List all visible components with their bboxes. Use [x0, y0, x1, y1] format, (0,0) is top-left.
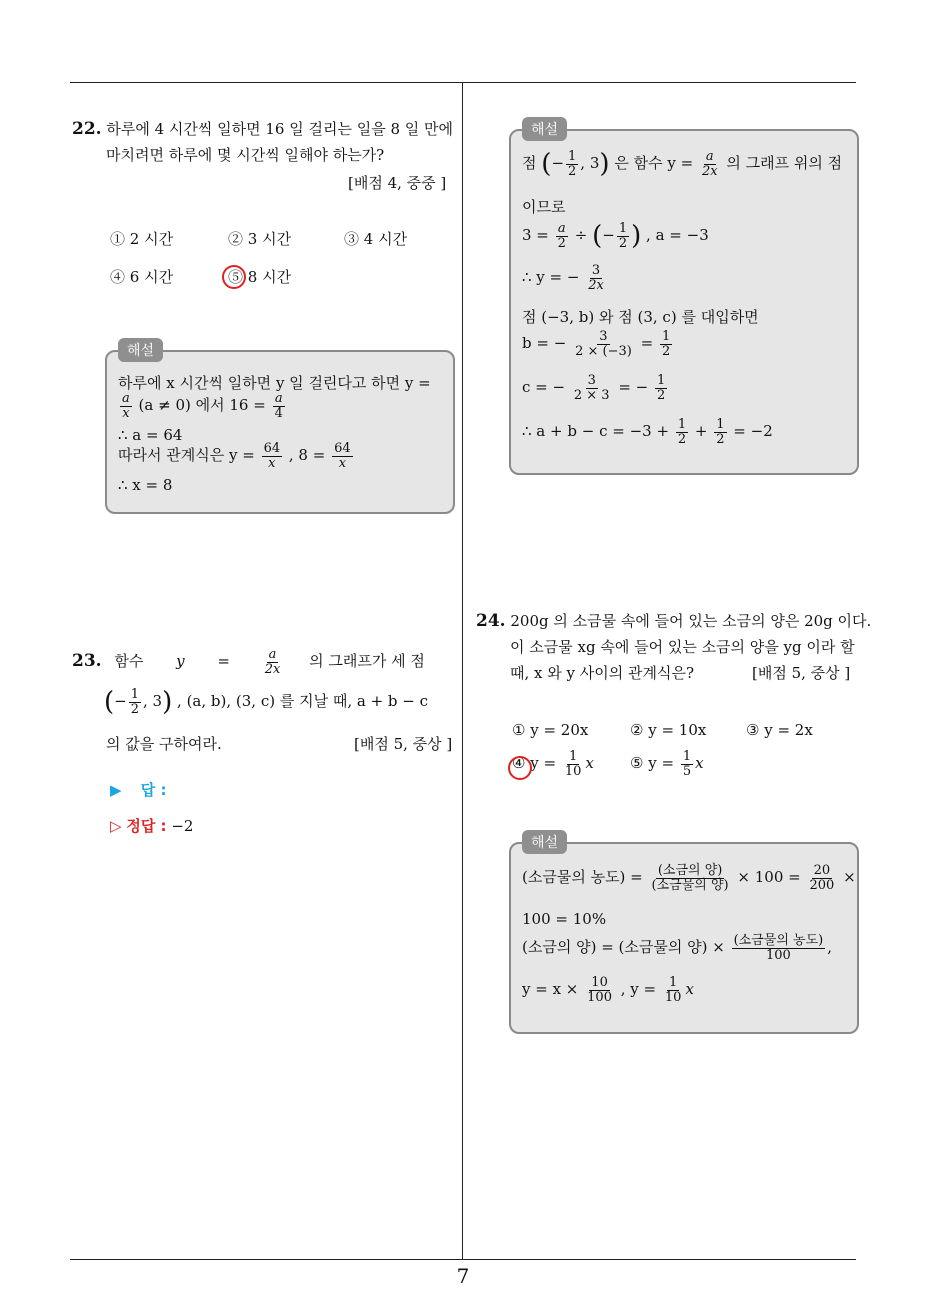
q23-exp-line1: 점 (− $\frac{1}{2}$ , 3) 은 함수 y = $\frac{a}{2x}$ 의 그래프 위의 점: [522, 149, 843, 180]
q22-text-line1: 22. 하루에 4 시간씩 일하면 16 일 걸리는 일을 8 일 만에: [72, 119, 454, 139]
q22-exp-line4: 따라서 관계식은 y = $\frac{64}{x}$ , 8 = $\frac{64}{x}$: [118, 441, 351, 471]
q23-text-line3: 의 값을 구하여라.: [106, 735, 222, 753]
q22-choice-4[interactable]: ④ 6 시간: [110, 268, 174, 286]
q24-number: 24.: [476, 611, 506, 631]
q24-exp-line3: (소금의 양) = (소금물의 양) × $\frac{\text{(소금물의 농도)}}{100}$ ,: [522, 933, 832, 963]
page-number: 7: [456, 1264, 470, 1288]
q23-exp-line7: c = − $\frac{3}{2 \times 3}$ = − $\frac{1}{2}$: [522, 373, 666, 403]
q24-exp-line1: (소금물의 농도) = $\frac{\text{(소금의 양)}}{\text{(소금물의 양)}}$ × 100 = $\frac{20}{200}$ ×: [522, 863, 856, 893]
q23-exp-line5: 점 (−3, b) 와 점 (3, c) 를 대입하면: [522, 308, 759, 326]
top-rule: [70, 82, 856, 83]
q23-score: [배점 5, 중상 ]: [354, 735, 453, 753]
q23-exp-line8: ∴ a + b − c = −3 + $\frac{1}{2}$ + $\frac{1}{2}$ = −2: [522, 417, 773, 447]
q24-text-line2: 이 소금물 xg 속에 들어 있는 소금의 양을 yg 이라 할: [510, 638, 855, 656]
q23-answer-row[interactable]: ▶ 답 :: [110, 781, 167, 799]
q23-correct-row: ▷ 정답 : −2: [110, 817, 194, 835]
q22-choice-5[interactable]: ⑤ 8 시간: [228, 268, 292, 286]
q22-exp-line2: $\frac{a}{x}$ (a ≠ 0) 에서 16 = $\frac{a}{4}$: [122, 391, 283, 421]
q23-exp-line2: 이므로: [522, 198, 566, 216]
q23-exp-line3: 3 = $\frac{a}{2}$ ÷ (− $\frac{1}{2}$ ) , a = −3: [522, 221, 709, 252]
q24-explanation-tag: 해설: [522, 830, 567, 854]
q24-text-line1: 24. 200g 의 소금물 속에 들어 있는 소금의 양은 20g 이다.: [476, 611, 872, 631]
q22-explanation-tag: 해설: [118, 338, 163, 362]
q22-choice-2[interactable]: ② 3 시간: [228, 230, 292, 248]
q22-text-line2: 마치려면 하루에 몇 시간씩 일해야 하는가?: [106, 146, 385, 164]
column-divider: [462, 82, 463, 1260]
selected-answer-circle: [222, 265, 246, 289]
q23-exp-line4: ∴ y = − $\frac{3}{2x}$: [522, 263, 604, 293]
selected-answer-circle-q24: [508, 756, 532, 780]
q23-text-line2: (− $\frac{1}{2}$ , 3) , (a, b), (3, c) 를 지날 때, a + b − c: [104, 687, 429, 718]
bottom-rule: [70, 1259, 856, 1260]
q24-choice-2[interactable]: ② y = 10x: [630, 721, 707, 739]
q22-number: 22.: [72, 119, 102, 139]
q22-choice-3[interactable]: ③ 4 시간: [344, 230, 408, 248]
q24-text-line3: 때, x 와 y 사이의 관계식은?: [510, 664, 694, 682]
q24-choice-1[interactable]: ① y = 20x: [512, 721, 589, 739]
q22-choice-1[interactable]: ① 2 시간: [110, 230, 174, 248]
q24-choice-4[interactable]: ④ y = $\frac{1}{10}$ x: [512, 749, 594, 779]
q24-score: [배점 5, 중상 ]: [752, 664, 851, 682]
outline-play-icon: ▷: [110, 817, 122, 835]
q22-score: [배점 4, 중중 ]: [348, 174, 447, 192]
q24-choice-5[interactable]: ⑤ y = $\frac{1}{5}$ x: [630, 749, 704, 779]
q22-exp-line5: ∴ x = 8: [118, 476, 173, 494]
q23-explanation-tag: 해설: [522, 117, 567, 141]
play-icon: ▶: [110, 781, 122, 799]
q23-text-line1: 23. 함수 y = $\frac{a}{2x}$ 의 그래프가 세 점: [72, 647, 425, 677]
q23-exp-line6: b = − $\frac{3}{2 \times (-3)}$ = $\frac{1}{2}$: [522, 329, 671, 359]
q23-number: 23.: [72, 651, 102, 672]
q24-choice-3[interactable]: ③ y = 2x: [746, 721, 813, 739]
q24-exp-line2: 100 = 10%: [522, 910, 607, 928]
q22-exp-line3: ∴ a = 64: [118, 426, 183, 444]
q22-exp-line1: 하루에 x 시간씩 일하면 y 일 걸린다고 하면 y =: [118, 374, 431, 392]
q24-exp-line4: y = x × $\frac{10}{100}$ , y = $\frac{1}{10}$ x: [522, 975, 694, 1005]
